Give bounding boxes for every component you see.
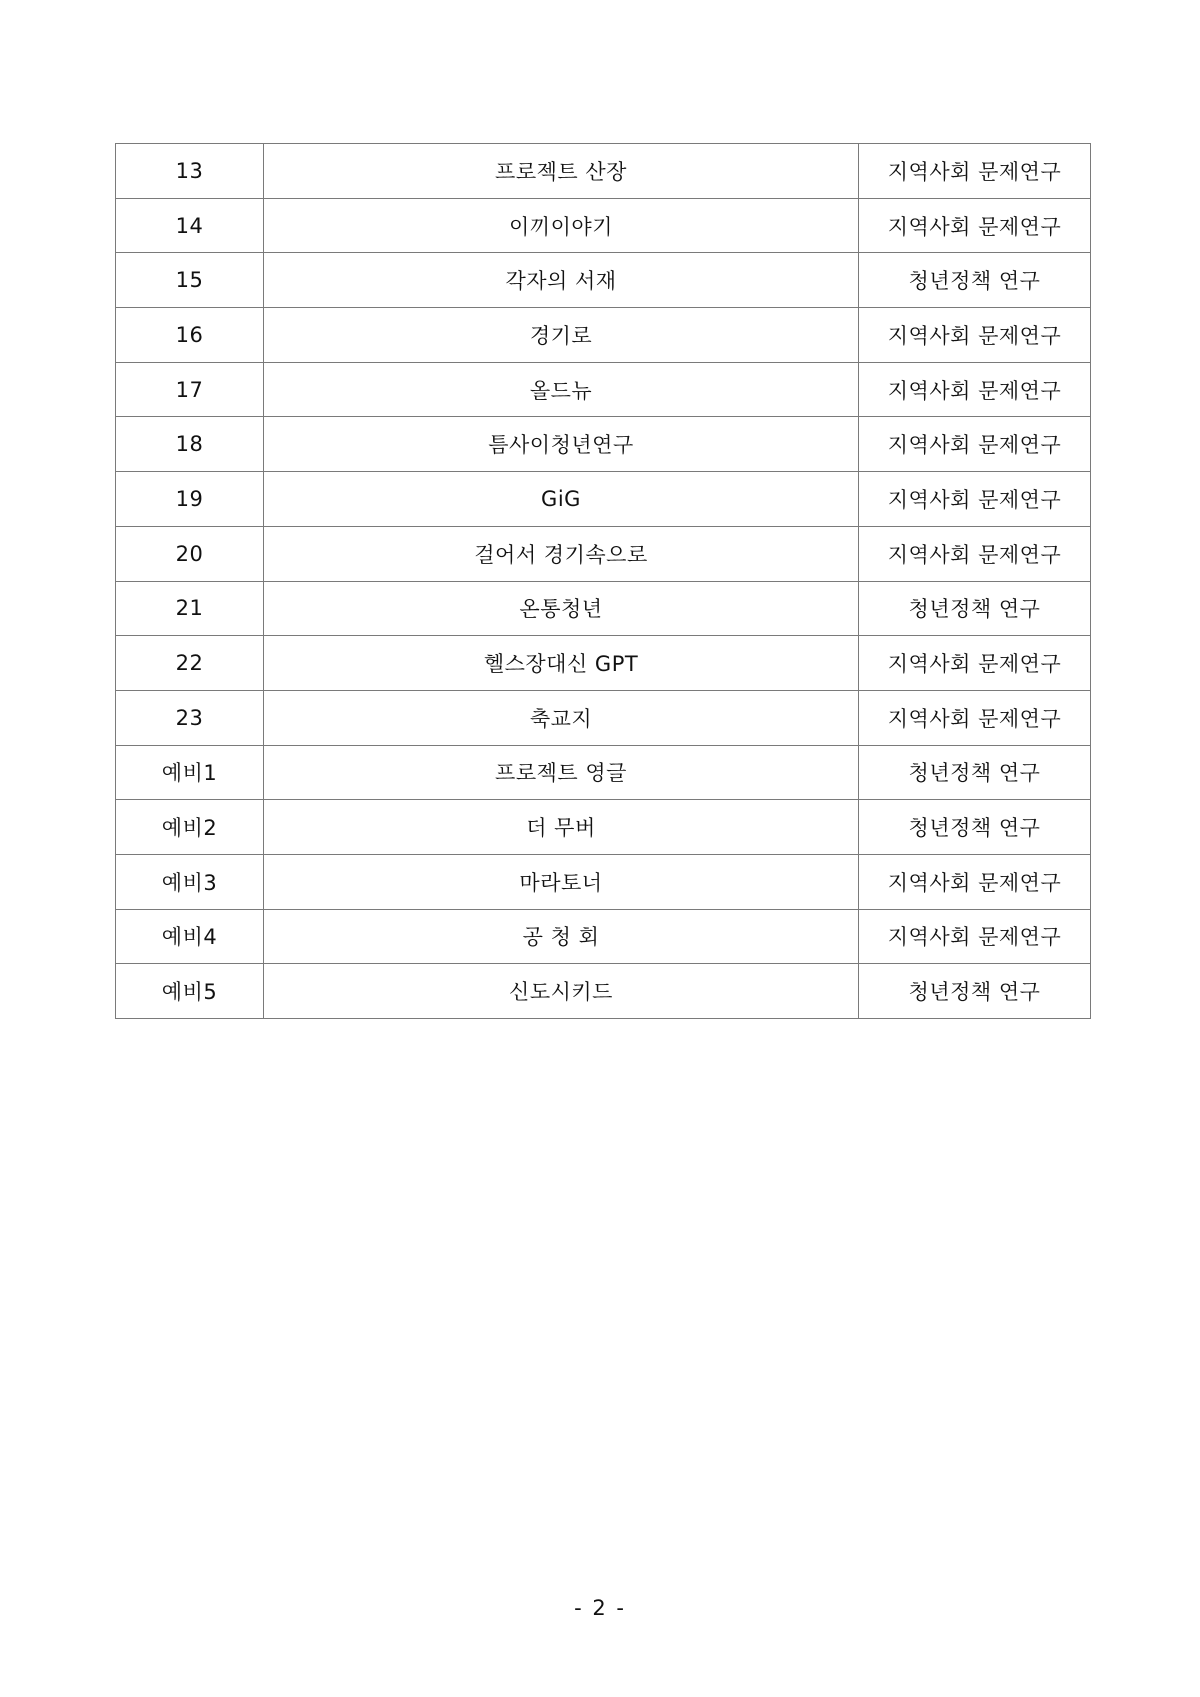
team-name: 걸어서 경기속으로	[264, 526, 859, 581]
research-type: 지역사회 문제연구	[859, 417, 1091, 472]
team-name: 프로젝트 산장	[264, 144, 859, 199]
row-number: 22	[116, 636, 264, 691]
row-number: 19	[116, 472, 264, 527]
research-type: 청년정책 연구	[859, 581, 1091, 636]
table-row	[116, 253, 1091, 308]
research-type: 지역사회 문제연구	[859, 690, 1091, 745]
page-number: - 2 -	[574, 1596, 626, 1620]
team-name: 각자의 서재	[264, 253, 859, 308]
table-row	[116, 472, 1091, 527]
research-type: 지역사회 문제연구	[859, 909, 1091, 964]
row-number: 23	[116, 690, 264, 745]
team-name: 헬스장대신 GPT	[264, 636, 859, 691]
row-number: 21	[116, 581, 264, 636]
research-type: 지역사회 문제연구	[859, 526, 1091, 581]
table-row	[116, 308, 1091, 363]
row-number: 예비2	[116, 800, 264, 855]
research-type: 청년정책 연구	[859, 253, 1091, 308]
team-name: 프로젝트 영글	[264, 745, 859, 800]
team-name: 온통청년	[264, 581, 859, 636]
research-type: 청년정책 연구	[859, 800, 1091, 855]
row-number: 예비5	[116, 964, 264, 1019]
table-row	[116, 745, 1091, 800]
research-type: 지역사회 문제연구	[859, 854, 1091, 909]
row-number: 17	[116, 362, 264, 417]
research-type: 지역사회 문제연구	[859, 472, 1091, 527]
research-type: 지역사회 문제연구	[859, 144, 1091, 199]
row-number: 예비1	[116, 745, 264, 800]
table-row	[116, 417, 1091, 472]
team-name: 축교지	[264, 690, 859, 745]
team-list-table	[115, 143, 1091, 1019]
team-name: 이끼이야기	[264, 198, 859, 253]
team-name: 경기로	[264, 308, 859, 363]
table-row	[116, 800, 1091, 855]
team-name: 올드뉴	[264, 362, 859, 417]
table-row	[116, 690, 1091, 745]
row-number: 예비3	[116, 854, 264, 909]
research-type: 지역사회 문제연구	[859, 362, 1091, 417]
table-row	[116, 198, 1091, 253]
team-name: 공 청 회	[264, 909, 859, 964]
table-row	[116, 636, 1091, 691]
research-type: 지역사회 문제연구	[859, 308, 1091, 363]
team-name: 더 무버	[264, 800, 859, 855]
table-row	[116, 909, 1091, 964]
row-number: 18	[116, 417, 264, 472]
table-row	[116, 144, 1091, 199]
table-row	[116, 581, 1091, 636]
team-name: 틈사이청년연구	[264, 417, 859, 472]
research-type: 지역사회 문제연구	[859, 198, 1091, 253]
research-type: 청년정책 연구	[859, 964, 1091, 1019]
row-number: 14	[116, 198, 264, 253]
row-number: 16	[116, 308, 264, 363]
research-type: 지역사회 문제연구	[859, 636, 1091, 691]
table-body	[116, 144, 1091, 1019]
table-row	[116, 526, 1091, 581]
team-name: 신도시키드	[264, 964, 859, 1019]
research-type: 청년정책 연구	[859, 745, 1091, 800]
row-number: 20	[116, 526, 264, 581]
table-row	[116, 964, 1091, 1019]
table-row	[116, 854, 1091, 909]
row-number: 예비4	[116, 909, 264, 964]
team-name: GiG	[264, 472, 859, 527]
team-name: 마라토너	[264, 854, 859, 909]
table-row	[116, 362, 1091, 417]
row-number: 13	[116, 144, 264, 199]
row-number: 15	[116, 253, 264, 308]
